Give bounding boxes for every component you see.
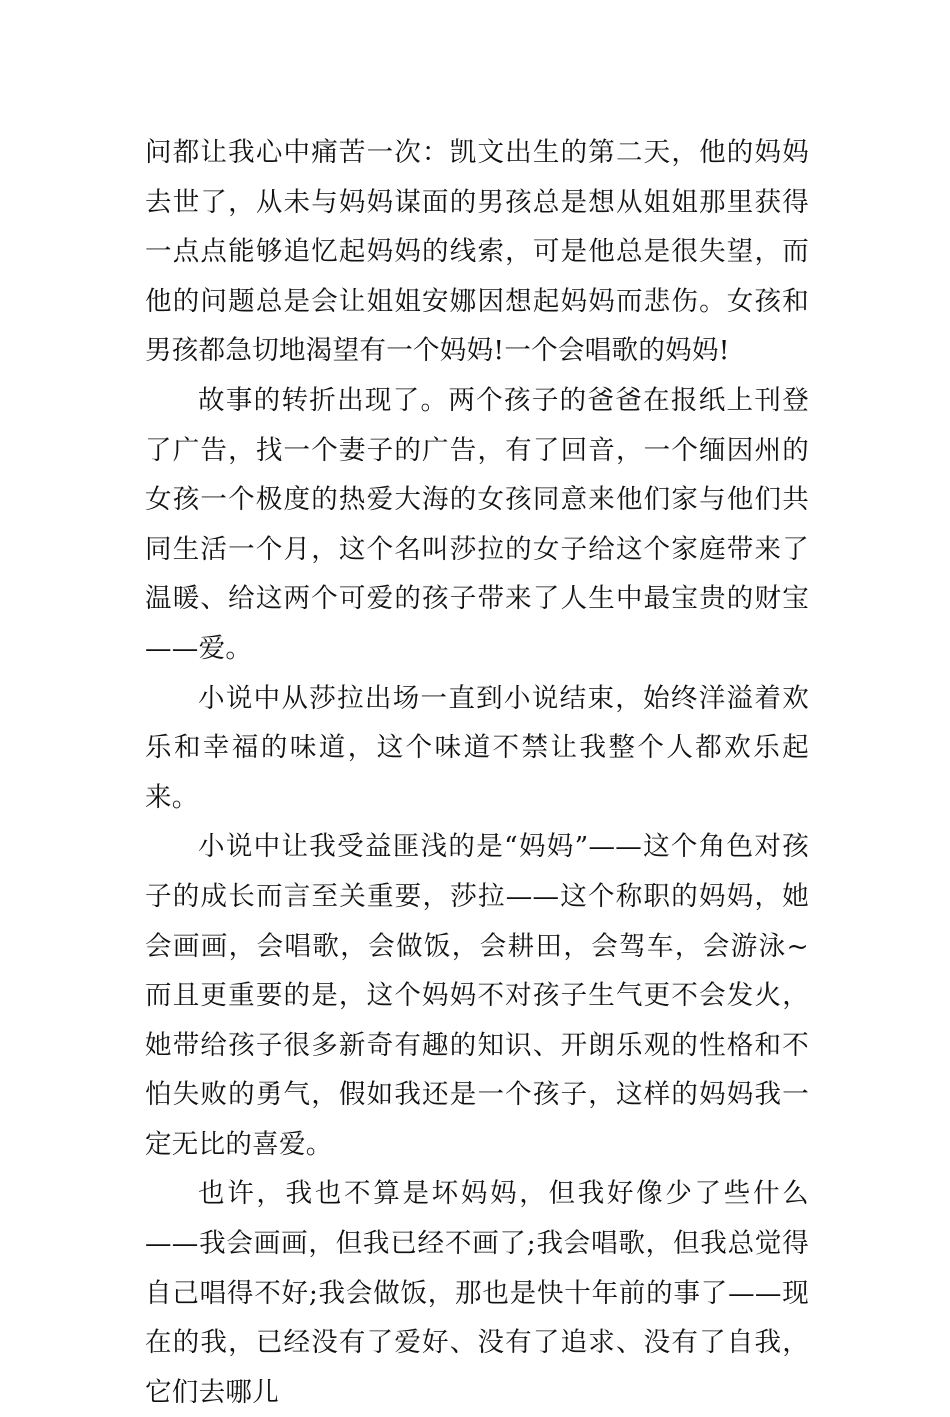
- paragraph-1: 问都让我心中痛苦一次：凯文出生的第二天，他的妈妈去世了，从未与妈妈谋面的男孩总是想从姐姐那里获得一点点能够追忆起妈妈的线索，可是他总是很失望，而他的问题总是会让姐姐安娜因想起妈妈而悲伤。女孩和男孩都急切地渴望有一个妈妈!一个会唱歌的妈妈!: [145, 137, 809, 367]
- paragraph-4: 小说中让我受益匪浅的是“妈妈”——这个角色对孩子的成长而言至关重要，莎拉——这个称职的妈妈，她会画画，会唱歌，会做饭，会耕田，会驾车，会游泳~而且更重要的是，这个妈妈不对孩子生气更不会发火，她带给孩子很多新奇有趣的知识、开朗乐观的性格和不怕失败的勇气，假如我还是一个孩子，这样的妈妈我一定无比的喜爱。: [145, 831, 809, 1160]
- document-body: [145, 128, 809, 1417]
- paragraph-3: 小说中从莎拉出场一直到小说结束，始终洋溢着欢乐和幸福的味道，这个味道不禁让我整个人都欢乐起来。: [145, 682, 809, 813]
- paragraph-5: 也许，我也不算是坏妈妈，但我好像少了些什么——我会画画，但我已经不画了;我会唱歌，但我总觉得自己唱得不好;我会做饭，那也是快十年前的事了——现在的我，已经没有了爱好、没有了追求、没有了自我，它们去哪儿: [145, 1178, 809, 1408]
- paragraph-2: 故事的转折出现了。两个孩子的爸爸在报纸上刊登了广告，找一个妻子的广告，有了回音，一个缅因州的女孩一个极度的热爱大海的女孩同意来他们家与他们共同生活一个月，这个名叫莎拉的女子给这个家庭带来了温暖、给这两个可爱的孩子带来了人生中最宝贵的财宝——爱。: [145, 384, 809, 664]
